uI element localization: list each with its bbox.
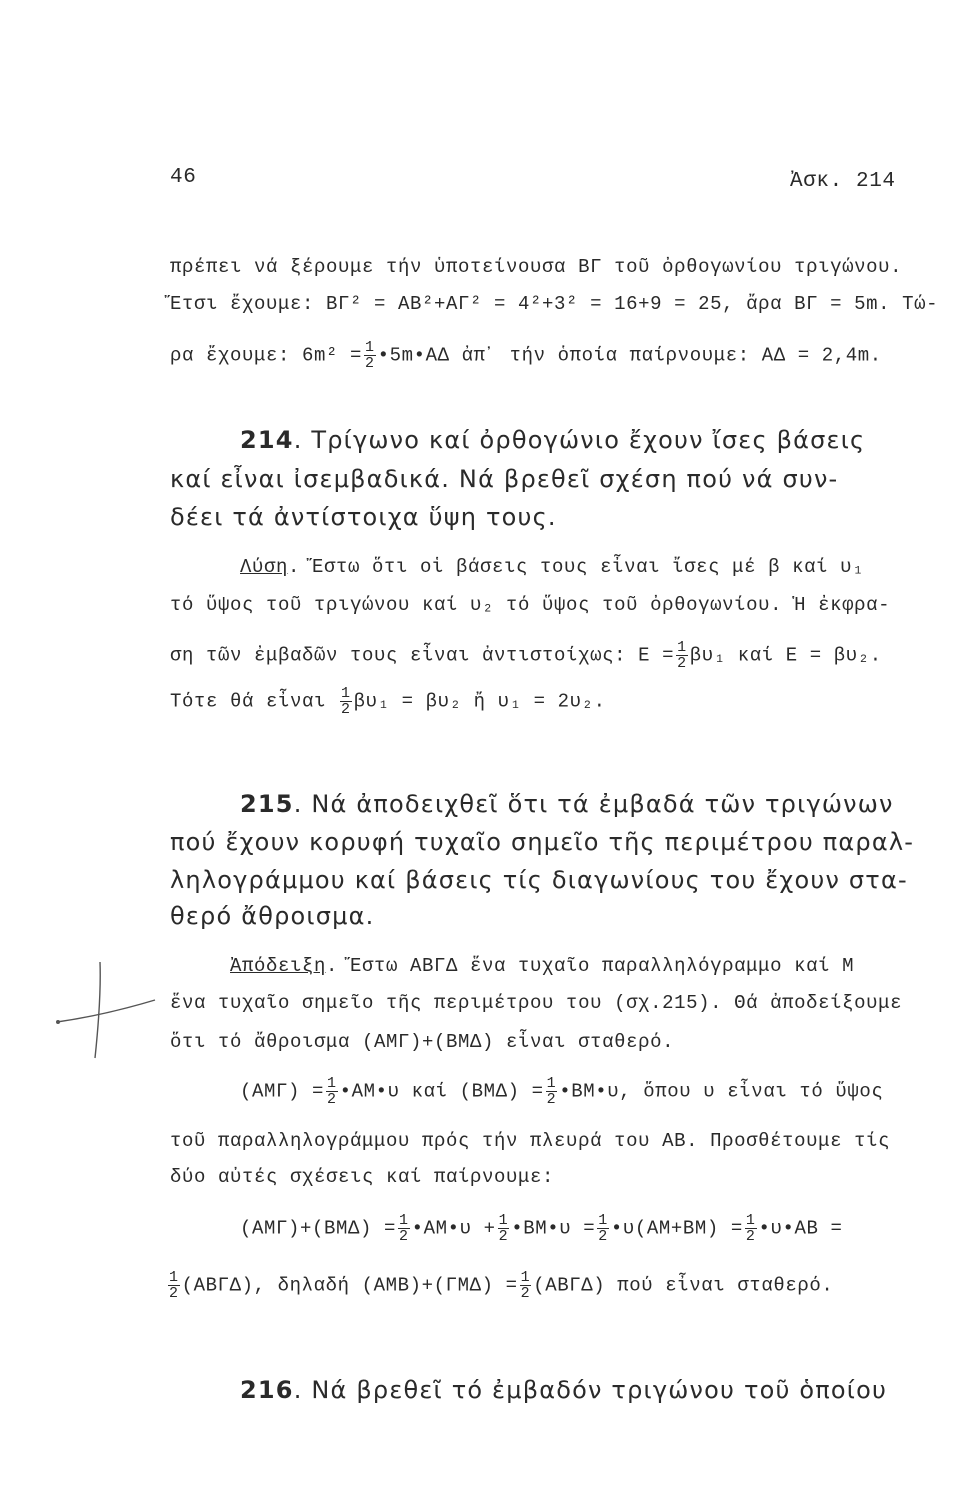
exercise-reference: Ἀσκ. 214 <box>790 170 896 193</box>
exercise-216-heading: 216. Νά βρεθεῖ τό ἐμβαδόν τριγώνου τοῦ ὁποίου <box>240 1376 888 1404</box>
exercise-number: 216 <box>240 1376 294 1404</box>
fraction: $\frac{1}{2}$ <box>598 1212 608 1245</box>
page-number: 46 <box>170 166 197 189</box>
text-line: πρέπει νά ξέρουμε τήν ὑποτείνουσα ΒΓ τοῦ ὀρθογωνίου τριγώνου. <box>170 256 903 278</box>
fraction: $\frac{1}{2}$ <box>546 1075 557 1108</box>
solution-line: Λύση. Ἔστω ὅτι οἱ βάσεις τους εἶναι ἴσες μέ β καί υ₁ <box>240 556 865 578</box>
exercise-214-heading: 214. Τρίγωνο καί ὀρθογώνιο ἔχουν ἴσες βάσεις <box>240 426 866 454</box>
exercise-number: 215 <box>240 790 294 818</box>
equation-line: Τότε θά εἶναι $\frac{1}{2}$ βυ₁ = βυ₂ ἤ υ₁ = 2υ₂. <box>170 685 606 718</box>
fraction: $\frac{1}{2}$ <box>327 1075 337 1108</box>
exercise-text: ληλογράμμου καί βάσεις τίς διαγωνίους του ἔχουν στα- <box>170 866 908 894</box>
exercise-number: 214 <box>240 426 294 454</box>
fraction: $\frac{1}{2}$ <box>498 1212 509 1245</box>
fraction: $\frac{1}{2}$ <box>341 685 351 718</box>
exercise-text: δέει τά ἀντίστοιχα ὕψη τους. <box>170 503 557 531</box>
text-line: Ἔτσι ἔχουμε: ΒΓ² = ΑΒ²+ΑΓ² = 4²+3² = 16+9 = 25, ἄρα ΒΓ = 5m. Τώ- <box>170 293 939 315</box>
solution-label: Λύση <box>240 556 289 578</box>
equation-line: (ΑΜΓ)+(ΒΜΔ) = $\frac{1}{2}$ •ΑΜ•υ + $\frac{1}{2}$ •ΒΜ•υ = $\frac{1}{2}$ •υ(ΑΜ+ΒΜ) = $\frac{1}{2}$ •υ•ΑΒ = <box>240 1212 843 1245</box>
equation-line: ση τῶν ἐμβαδῶν τους εἶναι ἀντιστοίχως: Ε = $\frac{1}{2}$ βυ₁ καί Ε = βυ₂. <box>170 639 882 672</box>
text-line: ὅτι τό ἄθροισμα (ΑΜΓ)+(ΒΜΔ) εἶναι σταθερό. <box>170 1031 675 1053</box>
proof-line: Ἀπόδειξη. Ἔστω ΑΒΓΔ ἕνα τυχαῖο παραλληλόγραμμο καί Μ <box>230 955 855 977</box>
proof-label: Ἀπόδειξη <box>230 955 327 977</box>
exercise-215-heading: 215. Νά ἀποδειχθεῖ ὅτι τά ἐμβαδά τῶν τριγώνων <box>240 790 894 818</box>
text-line: τοῦ παραλληλογράμμου πρός τήν πλευρά του ΑΒ. Προσθέτουμε τίς <box>170 1130 891 1152</box>
fraction: $\frac{1}{2}$ <box>169 1269 179 1302</box>
exercise-text: θερό ἄθροισμα. <box>170 902 375 930</box>
pencil-mark-icon <box>55 960 165 1060</box>
equation-line: (ΑΜΓ) = $\frac{1}{2}$ •ΑΜ•υ καί (ΒΜΔ) = $\frac{1}{2}$ •ΒΜ•υ, ὅπου υ εἶναι τό ὕψος <box>240 1075 884 1108</box>
exercise-text: καί εἶναι ἰσεμβαδικά. Νά βρεθεῖ σχέση πού νά συν- <box>170 465 839 493</box>
fraction: $\frac{1}{2}$ <box>745 1212 756 1245</box>
fraction: $\frac{1}{2}$ <box>677 639 687 672</box>
fraction: $\frac{1}{2}$ <box>520 1269 531 1302</box>
fraction: $\frac{1}{2}$ <box>365 339 375 372</box>
fraction: $\frac{1}{2}$ <box>399 1212 409 1245</box>
text-line: δύο αὐτές σχέσεις καί παίρνουμε: <box>170 1166 555 1188</box>
exercise-text: πού ἔχουν κορυφή τυχαῖο σημεῖο τῆς περιμέτρου παραλ- <box>170 828 915 856</box>
equation-line: ρα ἔχουμε: 6m² = $\frac{1}{2}$ •5m•ΑΔ ἀπ᾿ τήν ὁποία παίρνουμε: ΑΔ = 2,4m. <box>170 339 882 372</box>
equation-line: $\frac{1}{2}$ (ΑΒΓΔ), δηλαδή (ΑΜΒ)+(ΓΜΔ) = $\frac{1}{2}$ (ΑΒΓΔ) πού εἶναι σταθερό. <box>169 1269 834 1302</box>
text-line: ἕνα τυχαῖο σημεῖο τῆς περιμέτρου του (σχ.215). Θά ἀποδείξουμε <box>170 992 903 1014</box>
text-line: τό ὕψος τοῦ τριγώνου καί υ₂ τό ὕψος τοῦ ὀρθογωνίου. Ἡ ἐκφρα- <box>170 594 891 616</box>
